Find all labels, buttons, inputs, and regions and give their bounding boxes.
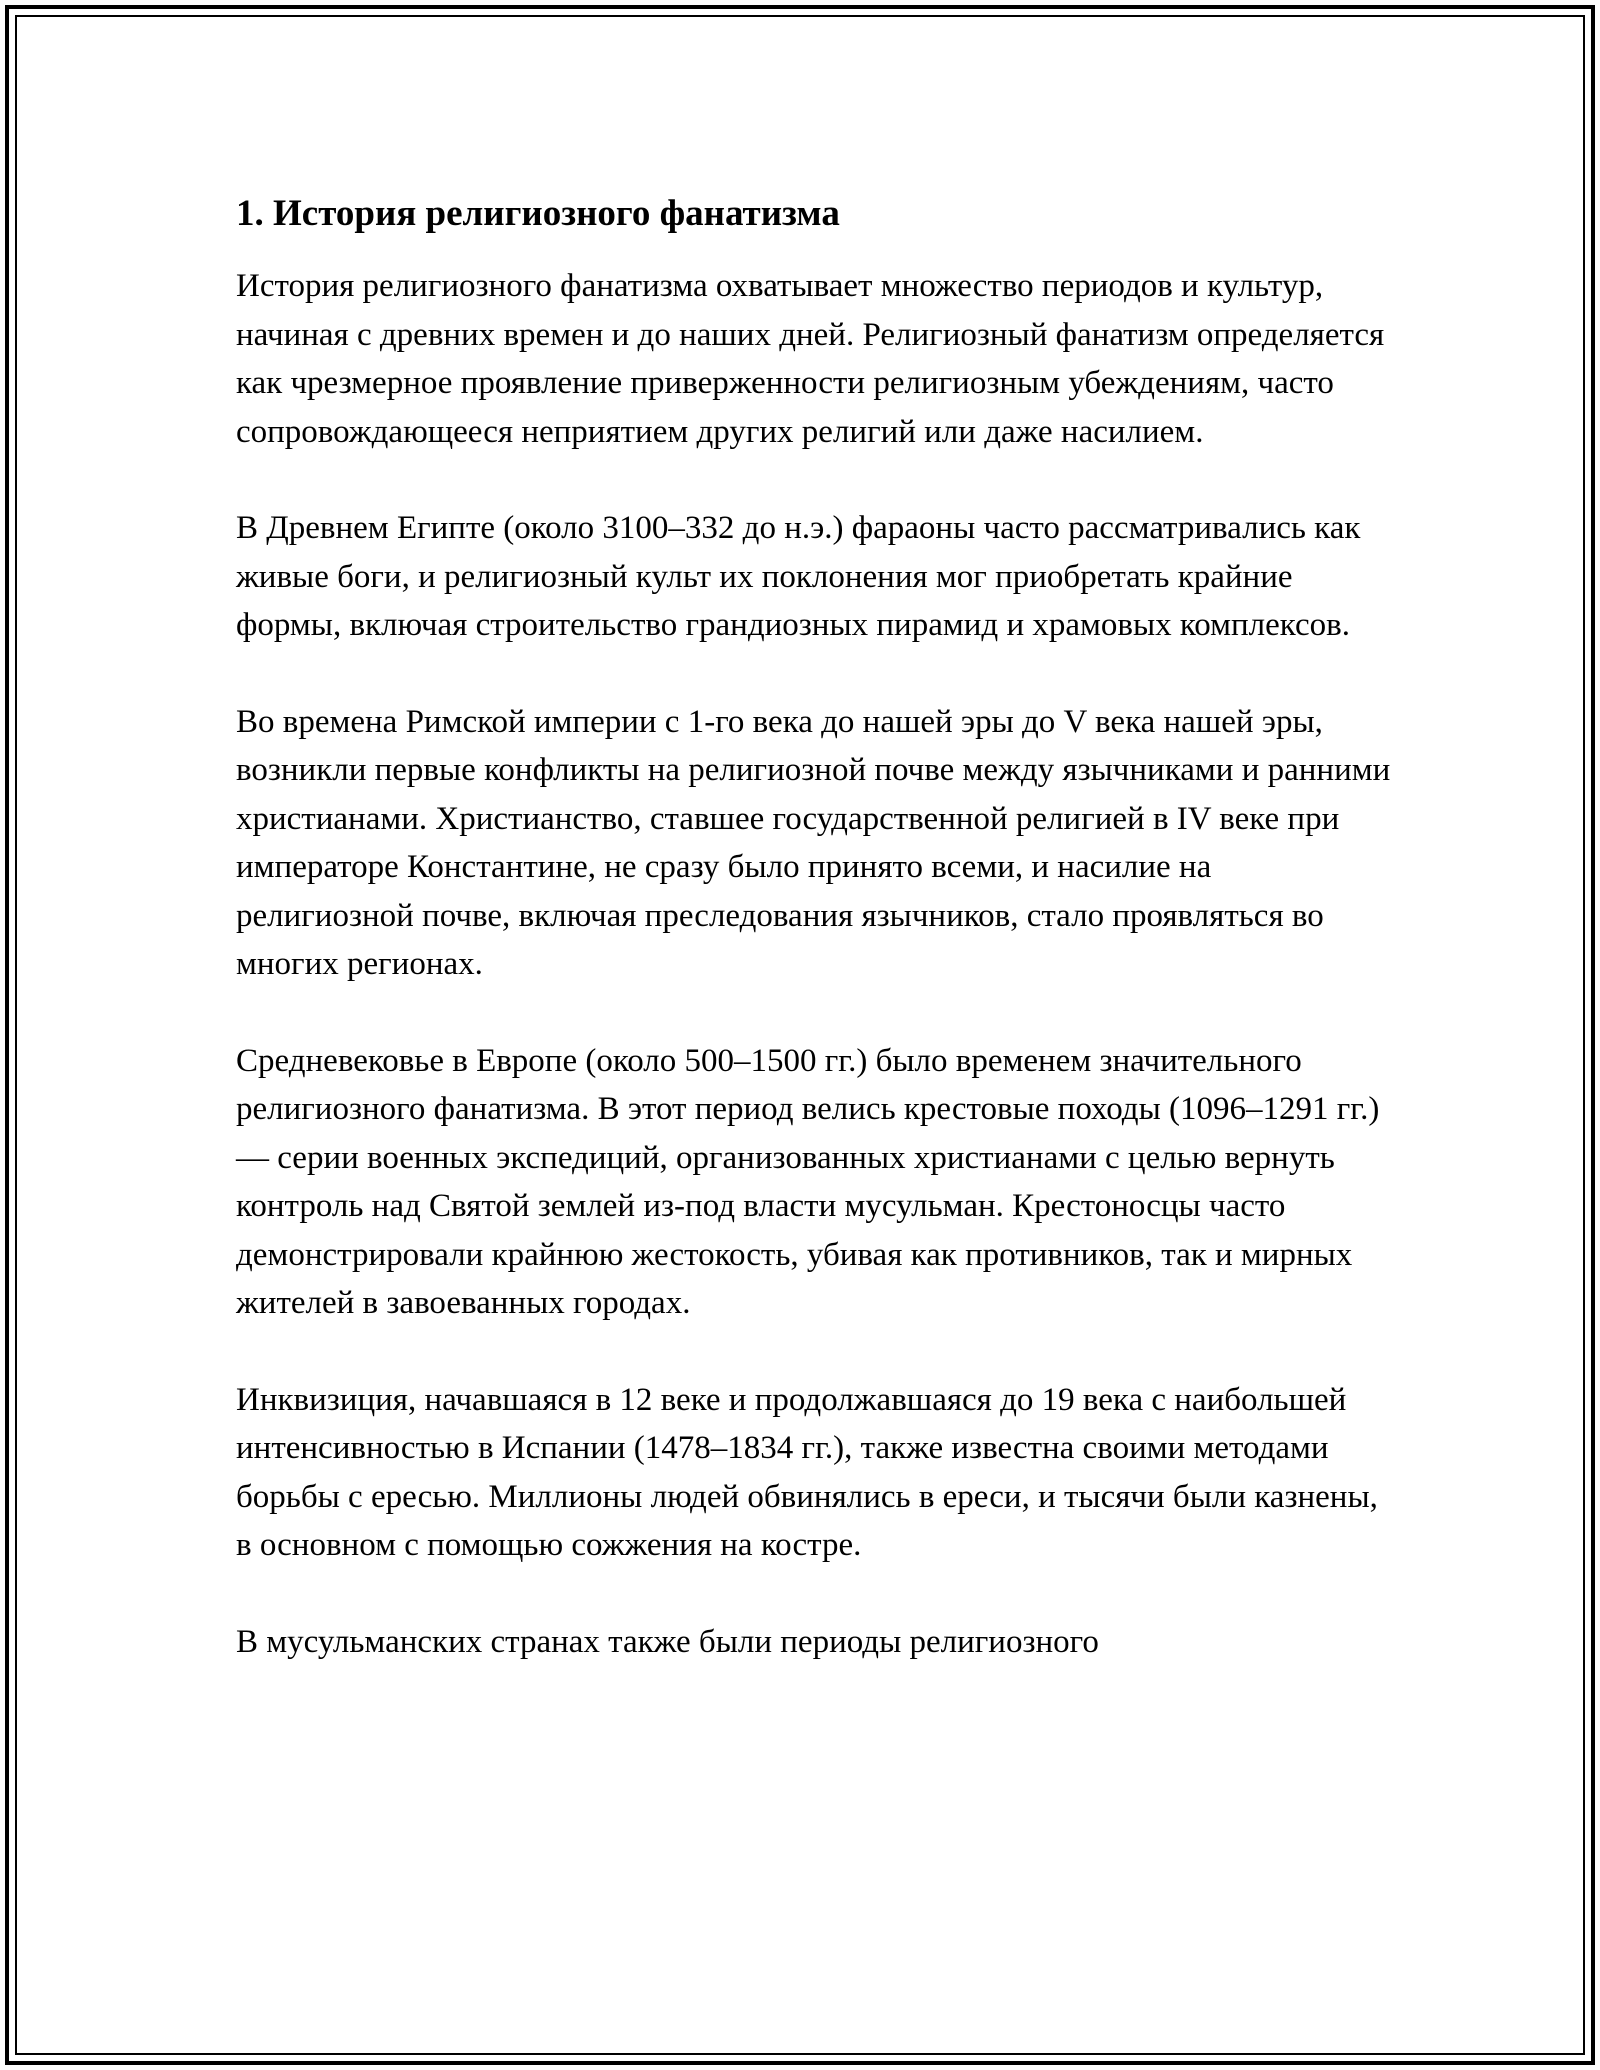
document-body [236, 186, 1396, 1714]
paragraph-roman-empire: Во времена Римской империи с 1-го века до нашей эры до V века нашей эры, возникли первые конфликты на религиозной почве между язычниками и ранними христианами. Христианство, ставшее государственной религией в IV веке при императоре Константине, не сразу было принято всеми, и насилие на религиозной почве, включая преследования язычников, стало проявляться во многих регионах. [236, 703, 1391, 982]
paragraph-middle-ages: Средневековье в Европе (около 500–1500 гг.) было временем значительного религиозного фанатизма. В этот период велись крестовые походы (1096–1291 гг.) — серии военных экспедиций, организованных христианами с целью вернуть контроль над Святой землей из-под власти мусульман. Крестоносцы часто демонстрировали крайнюю жестокость, убивая как противников, так и мирных жителей в завоеванных городах. [236, 1042, 1380, 1321]
paragraph-ancient-egypt: В Древнем Египте (около 3100–332 до н.э.) фараоны часто рассматривались как живые боги, и религиозный культ их поклонения мог приобретать крайние формы, включая строительство грандиозных пирамид и храмовых комплексов. [236, 510, 1361, 643]
section-heading: 1. История религиозного фанатизма [236, 193, 840, 234]
paragraph-intro: История религиозного фанатизма охватывает множество периодов и культур, начиная с древних времен и до наших дней. Религиозный фанатизм определяется как чрезмерное проявление приверженности религиозным убеждениям, часто сопровождающееся неприятием других религий или даже насилием. [236, 268, 1385, 450]
paragraph-muslim-countries: В мусульманских странах также были периоды религиозного [236, 1623, 1099, 1660]
paragraph-inquisition: Инквизиция, начавшаяся в 12 веке и продолжавшаяся до 19 века с наибольшей интенсивностью в Испании (1478–1834 гг.), также известна своими методами борьбы с ересью. Миллионы людей обвинялись в ереси, и тысячи были казнены, в основном с помощью сожжения на костре. [236, 1381, 1378, 1563]
